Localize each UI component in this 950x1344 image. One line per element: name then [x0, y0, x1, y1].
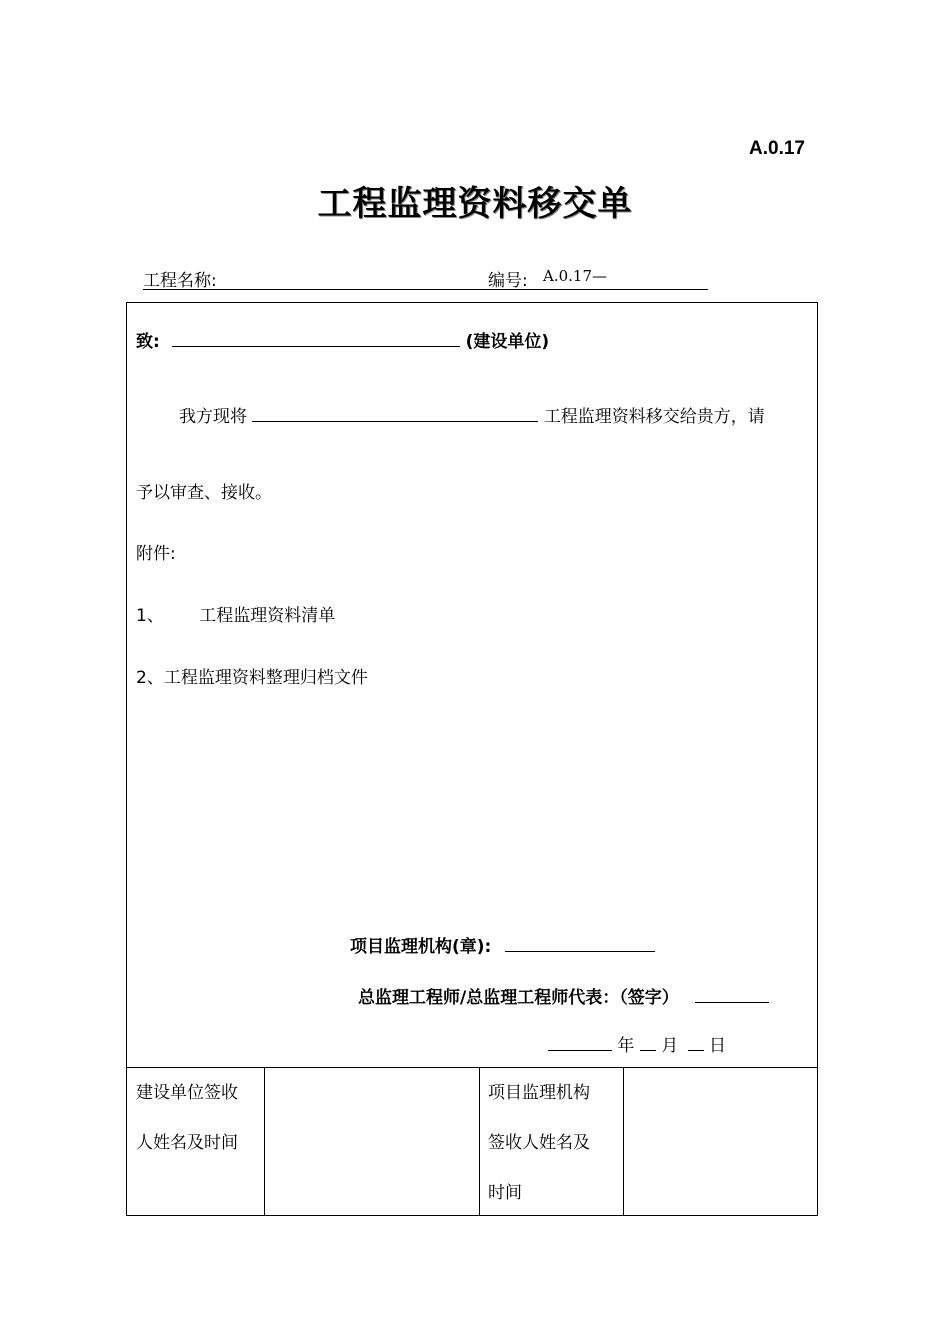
- date-year-label: 年: [617, 1036, 635, 1056]
- serial-number-label: 编号:: [488, 271, 528, 291]
- sign-table-divider-2: [479, 1067, 480, 1216]
- statement-prefix: 我方现将: [179, 407, 247, 427]
- statement-suffix: 工程监理资料移交给贵方，请: [543, 407, 765, 427]
- statement-line-2: 予以审查、接收。: [136, 483, 272, 503]
- client-sign-cell[interactable]: [265, 1068, 478, 1215]
- project-blank[interactable]: [252, 420, 538, 422]
- supervisor-sign-cell[interactable]: [624, 1068, 817, 1215]
- recipient-blank[interactable]: [172, 345, 460, 347]
- header-line: [143, 266, 708, 290]
- attachment-2: 2、工程监理资料整理归档文件: [136, 668, 368, 688]
- statement-line-1: [179, 402, 765, 427]
- recipient-suffix: (建设单位): [465, 332, 550, 352]
- chief-engineer-label: 总监理工程师/总监理工程师代表：（签字）: [358, 988, 679, 1008]
- client-sign-label: [136, 1068, 262, 1168]
- date-month-label: 月: [661, 1036, 679, 1056]
- attachment-1-number: 1、: [136, 606, 164, 626]
- chief-engineer-blank[interactable]: [695, 1001, 769, 1003]
- supervisor-sign-label-line-3: 时间: [488, 1183, 522, 1203]
- project-name-label: 工程名称:: [143, 271, 217, 291]
- header-underline: [143, 289, 708, 290]
- supervisor-sign-label-line-1: 项目监理机构: [488, 1083, 590, 1103]
- recipient-label: 致:: [136, 332, 160, 352]
- supervisor-sign-label: [488, 1068, 620, 1218]
- client-sign-label-line-2: 人姓名及时间: [136, 1133, 238, 1153]
- date-day-blank[interactable]: [688, 1049, 704, 1051]
- client-sign-label-line-1: 建设单位签收: [136, 1083, 238, 1103]
- date-month-blank[interactable]: [640, 1049, 656, 1051]
- supervision-org-blank[interactable]: [505, 950, 655, 952]
- recipient-line: [136, 327, 549, 352]
- chief-engineer-line: [358, 983, 769, 1008]
- form-code: A.0.17: [749, 138, 805, 159]
- supervisor-sign-label-line-2: 签收人姓名及: [488, 1133, 590, 1153]
- supervision-org-line: [350, 932, 655, 957]
- date-year-blank[interactable]: [548, 1049, 612, 1051]
- page-title: 工程监理资料移交单: [317, 184, 633, 224]
- serial-number-value: A.0.17—: [543, 267, 607, 285]
- date-line: [548, 1031, 726, 1056]
- attachment-1-text: 工程监理资料清单: [199, 606, 336, 626]
- attachments-label: 附件:: [136, 544, 176, 564]
- attachment-1: [136, 601, 335, 626]
- date-day-label: 日: [709, 1036, 727, 1056]
- supervision-org-label: 项目监理机构(章):: [350, 937, 492, 957]
